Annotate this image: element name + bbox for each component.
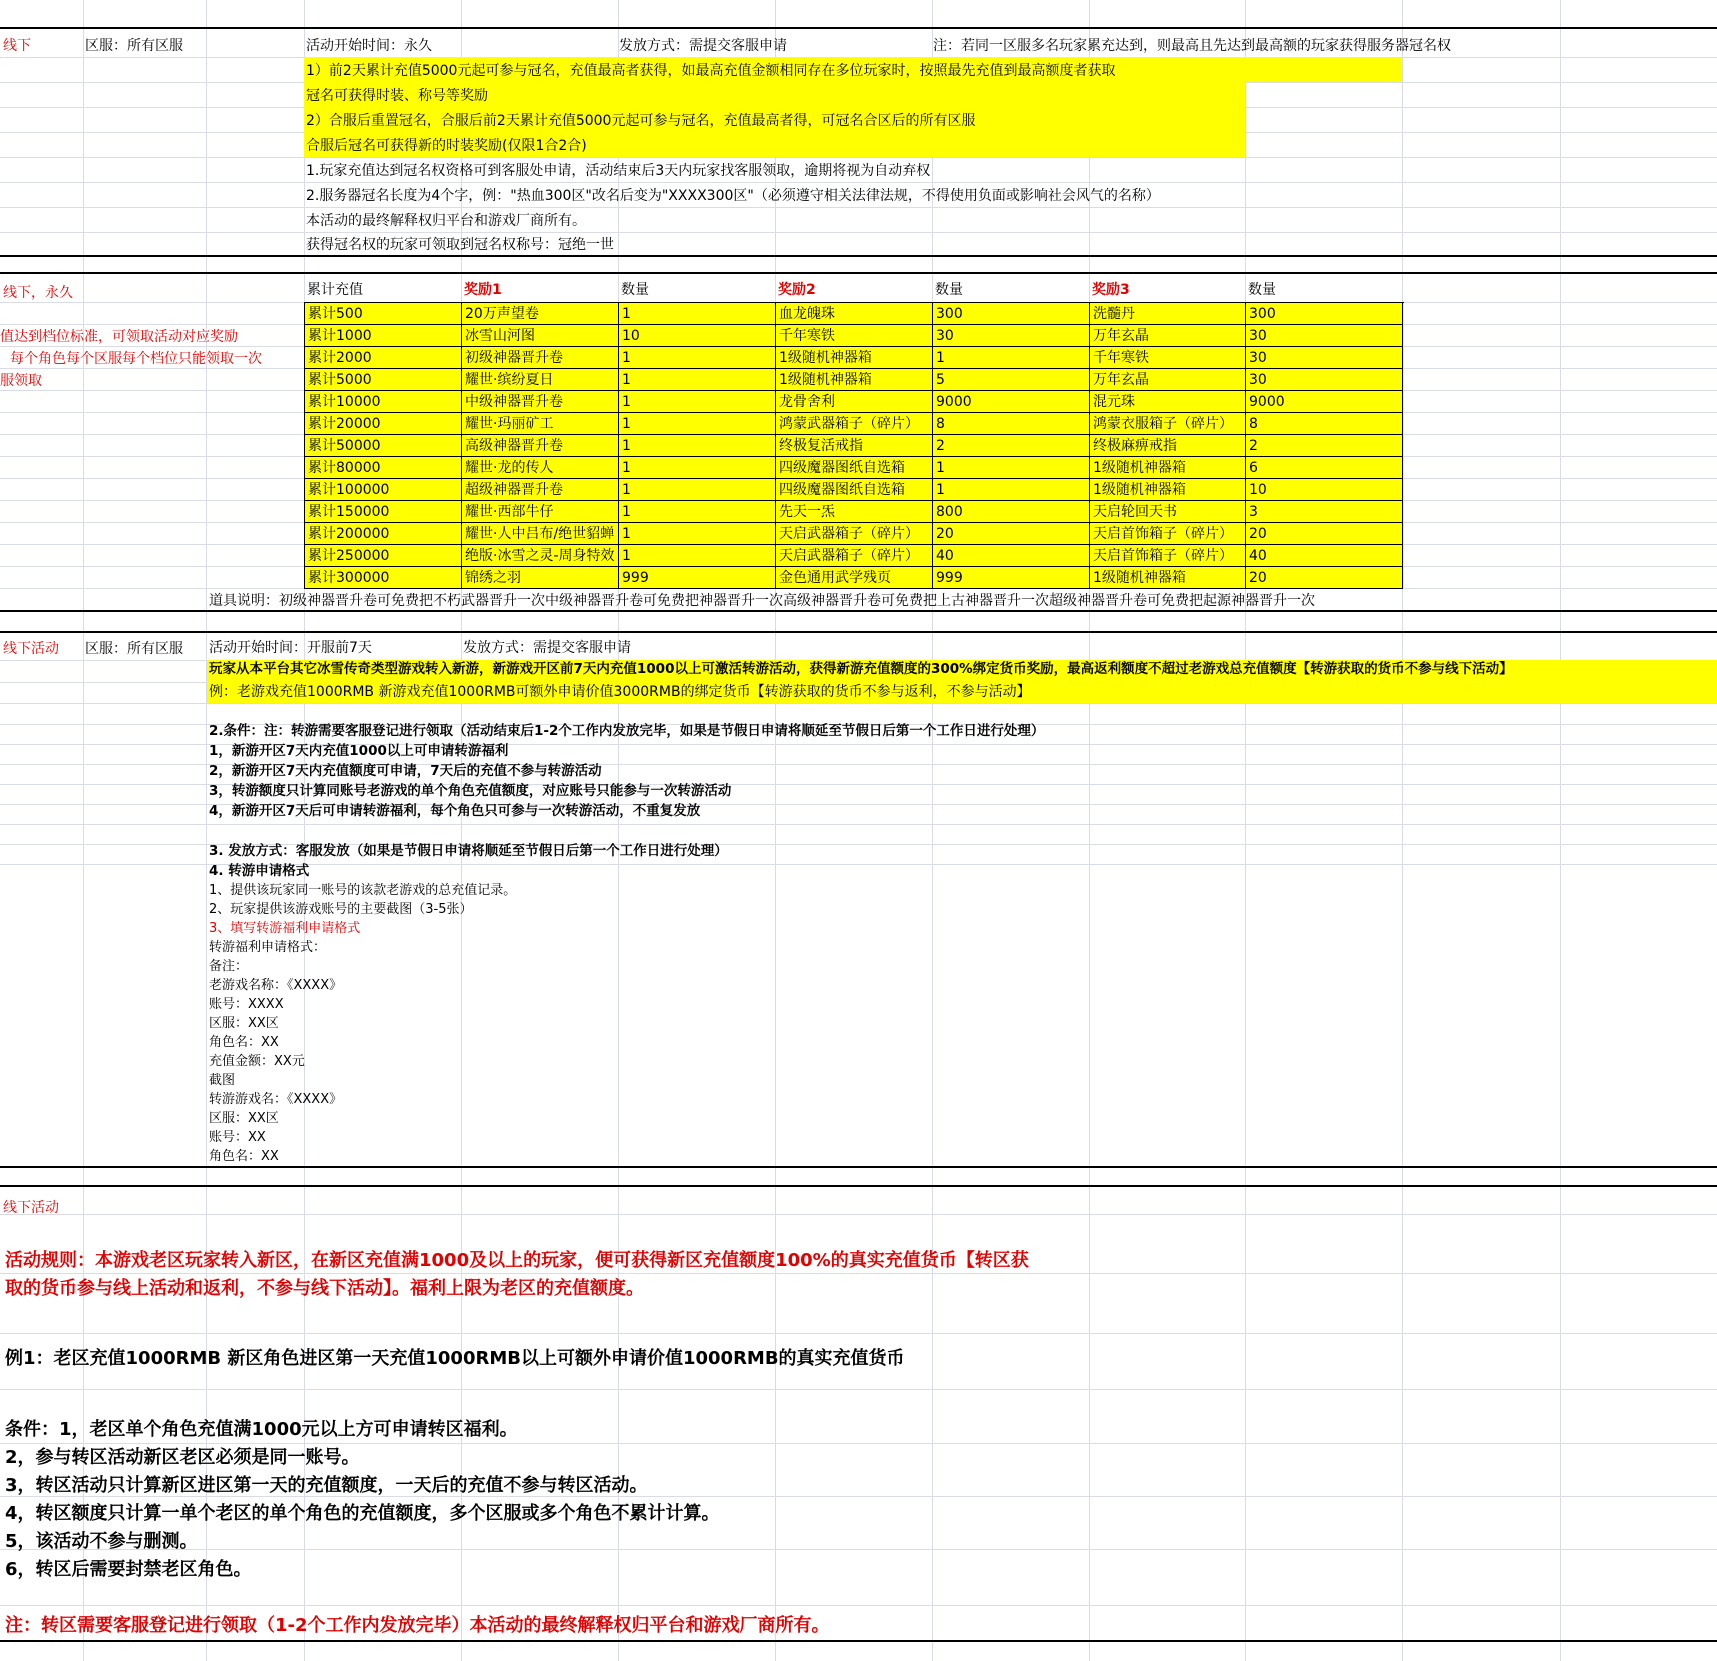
reward-cell: 5 bbox=[933, 369, 1090, 391]
reward-cell: 1 bbox=[619, 479, 776, 501]
reward-cell: 9000 bbox=[933, 391, 1090, 413]
s3-cond-2: 2，新游开区7天内充值额度可申请，7天后的充值不参与转游活动 bbox=[209, 763, 602, 779]
grid-column-line bbox=[304, 0, 305, 1661]
reward-header-2: 数量 bbox=[621, 282, 649, 298]
s1-rule-2: 冠名可获得时装、称号等奖励 bbox=[306, 88, 488, 104]
reward-cell: 耀世·西部牛仔 bbox=[462, 501, 619, 523]
reward-cell: 四级魔器图纸自选箱 bbox=[776, 479, 933, 501]
reward-cell: 1 bbox=[619, 545, 776, 567]
grid-column-line bbox=[1245, 0, 1246, 1661]
grid-column-line bbox=[618, 0, 619, 1661]
reward-header-1: 奖励1 bbox=[464, 282, 502, 298]
reward-cell: 超级神器晋升卷 bbox=[462, 479, 619, 501]
reward-cell: 鸿蒙衣服箱子（碎片） bbox=[1090, 413, 1246, 435]
reward-cell: 8 bbox=[933, 413, 1090, 435]
reward-cell: 10 bbox=[619, 325, 776, 347]
apply-line: 区服：XX区 bbox=[209, 1016, 279, 1031]
reward-cell: 800 bbox=[933, 501, 1090, 523]
apply-line: 账号：XXXX bbox=[209, 997, 284, 1012]
s4-rule-line-2: 取的货币参与线上活动和返利，不参与线下活动】。福利上限为老区的充值额度。 bbox=[5, 1278, 644, 1299]
s1-rule-4: 合服后冠名可获得新的时装奖励(仅限1合2合) bbox=[306, 138, 587, 154]
grid-row-line bbox=[0, 1389, 1717, 1390]
reward-cell: 20 bbox=[1246, 567, 1403, 589]
s4-example: 例1：老区充值1000RMB 新区角色进区第一天充值1000RMB以上可额外申请价值1000RMB的真实充值货币 bbox=[5, 1348, 905, 1369]
s3-cond-1: 1，新游开区7天内充值1000以上可申请转游福利 bbox=[209, 743, 509, 759]
reward-cell: 20 bbox=[1246, 523, 1403, 545]
reward-cell: 累计300000 bbox=[305, 567, 462, 589]
section1-tag: 线下 bbox=[3, 38, 31, 54]
reward-cell: 四级魔器图纸自选箱 bbox=[776, 457, 933, 479]
reward-cell: 1 bbox=[619, 347, 776, 369]
reward-cell: 1 bbox=[619, 391, 776, 413]
reward-cell: 300 bbox=[933, 303, 1090, 325]
reward-cell: 30 bbox=[1246, 325, 1403, 347]
grid-row-line bbox=[0, 232, 1717, 233]
s2-side-note-1: 值达到档位标准，可领取活动对应奖励 bbox=[0, 329, 238, 345]
reward-cell: 先天一炁 bbox=[776, 501, 933, 523]
section1-note: 注：若同一区服多名玩家累充达到，则最高且先达到最高额的玩家获得服务器冠名权 bbox=[933, 38, 1451, 54]
reward-cell: 2 bbox=[933, 435, 1090, 457]
reward-cell: 累计80000 bbox=[305, 457, 462, 479]
s2-side-note-2: 每个角色每个区服每个档位只能领取一次 bbox=[10, 351, 262, 367]
s1-rule-8: 获得冠名权的玩家可领取到冠名权称号：冠绝一世 bbox=[306, 237, 614, 253]
reward-cell: 6 bbox=[1246, 457, 1403, 479]
grid-row-line bbox=[0, 1605, 1717, 1606]
reward-cell: 累计1000 bbox=[305, 325, 462, 347]
grid-column-line bbox=[206, 0, 207, 1661]
reward-cell: 天启武器箱子（碎片） bbox=[776, 523, 933, 545]
section3-method: 发放方式：需提交客服申请 bbox=[463, 640, 631, 656]
reward-cell: 高级神器晋升卷 bbox=[462, 435, 619, 457]
reward-cell: 冰雪山河图 bbox=[462, 325, 619, 347]
reward-cell: 累计20000 bbox=[305, 413, 462, 435]
apply-line: 截图 bbox=[209, 1073, 236, 1088]
grid-column-line bbox=[1089, 0, 1090, 1661]
s4-cond-6: 6，转区后需要封禁老区角色。 bbox=[5, 1559, 252, 1580]
reward-header-4: 数量 bbox=[935, 282, 963, 298]
grid-row-line bbox=[0, 182, 1717, 183]
grid-row-line bbox=[0, 1549, 1717, 1550]
reward-cell: 1 bbox=[619, 523, 776, 545]
reward-cell: 天启首饰箱子（碎片） bbox=[1090, 523, 1246, 545]
reward-table bbox=[304, 302, 1404, 589]
reward-cell: 万年玄晶 bbox=[1090, 325, 1246, 347]
reward-cell: 锦绣之羽 bbox=[462, 567, 619, 589]
s1-rule-6: 2.服务器冠名长度为4个字，例："热血300区"改名后变为"XXXX300区"（必须遵守相关法律法规，不得使用负面或影响社会风气的名称） bbox=[306, 188, 1160, 204]
reward-cell: 终极复活戒指 bbox=[776, 435, 933, 457]
s4-cond-5: 5，该活动不参与删测。 bbox=[5, 1531, 198, 1552]
s3-cond-3: 3，转游额度只计算同账号老游戏的单个角色充值额度，对应账号只能参与一次转游活动 bbox=[209, 783, 732, 799]
reward-cell: 天启轮回天书 bbox=[1090, 501, 1246, 523]
reward-cell: 耀世·缤纷夏日 bbox=[462, 369, 619, 391]
grid-row-line bbox=[0, 1333, 1717, 1334]
reward-cell: 30 bbox=[933, 325, 1090, 347]
section1-server: 区服：所有区服 bbox=[85, 38, 183, 54]
reward-cell: 1 bbox=[619, 501, 776, 523]
reward-cell: 累计50000 bbox=[305, 435, 462, 457]
grid-column-line bbox=[83, 0, 84, 1661]
reward-cell: 1级随机神器箱 bbox=[1090, 479, 1246, 501]
apply-line: 角色名：XX bbox=[209, 1149, 279, 1164]
grid-column-line bbox=[775, 0, 776, 1661]
section3-start: 活动开始时间：开服前7天 bbox=[209, 640, 372, 656]
reward-cell: 9000 bbox=[1246, 391, 1403, 413]
reward-cell: 1 bbox=[619, 435, 776, 457]
reward-cell: 耀世·龙的传人 bbox=[462, 457, 619, 479]
grid-row-line bbox=[0, 207, 1717, 208]
section1-start: 活动开始时间：永久 bbox=[306, 38, 432, 54]
s3-highlight-2: 例：老游戏充值1000RMB 新游戏充值1000RMB可额外申请价值3000RMB的绑定货币【转游获取的货币不参与返利，不参与活动】 bbox=[209, 684, 1031, 700]
reward-cell: 血龙魄珠 bbox=[776, 303, 933, 325]
reward-cell: 1 bbox=[619, 369, 776, 391]
reward-cell: 累计150000 bbox=[305, 501, 462, 523]
reward-cell: 300 bbox=[1246, 303, 1403, 325]
reward-cell: 天启首饰箱子（碎片） bbox=[1090, 545, 1246, 567]
reward-cell: 洗髓丹 bbox=[1090, 303, 1246, 325]
s3-issue: 3. 发放方式：客服发放（如果是节假日申请将顺延至节假日后第一个工作日进行处理） bbox=[209, 843, 728, 859]
reward-cell: 累计250000 bbox=[305, 545, 462, 567]
apply-line: 1、提供该玩家同一账号的该款老游戏的总充值记录。 bbox=[209, 883, 517, 898]
reward-cell: 999 bbox=[619, 567, 776, 589]
reward-cell: 999 bbox=[933, 567, 1090, 589]
reward-cell: 20万声望卷 bbox=[462, 303, 619, 325]
s4-rule-line-1: 活动规则：本游戏老区玩家转入新区，在新区充值满1000及以上的玩家，便可获得新区充值额度100%的真实充值货币【转区获 bbox=[5, 1250, 1029, 1271]
apply-line: 账号：XX bbox=[209, 1130, 266, 1145]
apply-line: 备注： bbox=[209, 959, 249, 974]
item-explanation: 道具说明：初级神器晋升卷可免费把不朽武器晋升一次中级神器晋升卷可免费把神器晋升一次高级神器晋升卷可免费把上古神器晋升一次超级神器晋升卷可免费把起源神器晋升一次 bbox=[209, 593, 1315, 609]
reward-cell: 累计2000 bbox=[305, 347, 462, 369]
reward-cell: 终极麻痹戒指 bbox=[1090, 435, 1246, 457]
grid-row-line bbox=[0, 824, 1717, 825]
reward-cell: 30 bbox=[1246, 369, 1403, 391]
reward-cell: 累计200000 bbox=[305, 523, 462, 545]
reward-cell: 千年寒铁 bbox=[1090, 347, 1246, 369]
grid-row-line bbox=[0, 157, 1717, 158]
grid-column-line bbox=[1560, 0, 1561, 1661]
reward-cell: 1级随机神器箱 bbox=[776, 347, 933, 369]
section2-tag: 线下，永久 bbox=[3, 285, 73, 301]
reward-cell: 千年寒铁 bbox=[776, 325, 933, 347]
s4-cond-1: 条件：1，老区单个角色充值满1000元以上方可申请转区福利。 bbox=[5, 1419, 518, 1440]
reward-cell: 1 bbox=[619, 457, 776, 479]
reward-header-0: 累计充值 bbox=[307, 282, 363, 298]
section3-server: 区服：所有区服 bbox=[85, 641, 183, 657]
reward-header-3: 奖励2 bbox=[778, 282, 816, 298]
grid-row-line bbox=[0, 703, 1717, 704]
s3-cond-title: 2.条件：注：转游需要客服登记进行领取（活动结束后1-2个工作内发放完毕，如果是节假日申请将顺延至节假日后第一个工作日进行处理） bbox=[209, 723, 1045, 739]
reward-cell: 绝版·冰雪之灵-周身特效 bbox=[462, 545, 619, 567]
reward-cell: 耀世·玛丽矿工 bbox=[462, 413, 619, 435]
reward-cell: 40 bbox=[1246, 545, 1403, 567]
grid-row-line bbox=[0, 1443, 1717, 1444]
reward-cell: 万年玄晶 bbox=[1090, 369, 1246, 391]
reward-cell: 1 bbox=[619, 303, 776, 325]
reward-cell: 30 bbox=[1246, 347, 1403, 369]
grid-column-line bbox=[932, 0, 933, 1661]
reward-cell: 1 bbox=[619, 413, 776, 435]
reward-cell: 金色通用武学残页 bbox=[776, 567, 933, 589]
reward-cell: 20 bbox=[933, 523, 1090, 545]
reward-cell: 10 bbox=[1246, 479, 1403, 501]
reward-cell: 初级神器晋升卷 bbox=[462, 347, 619, 369]
s1-rule-5: 1.玩家充值达到冠名权资格可到客服处申请，活动结束后3天内玩家找客服领取，逾期将视为自动弃权 bbox=[306, 163, 931, 179]
s1-rule-1: 1）前2天累计充值5000元起可参与冠名，充值最高者获得，如最高充值金额相同存在多位玩家时，按照最先充值到最高额度者获取 bbox=[306, 63, 1116, 79]
grid-row-line bbox=[0, 1273, 1717, 1274]
section1-method: 发放方式：需提交客服申请 bbox=[619, 38, 787, 54]
s4-cond-4: 4，转区额度只计算一单个老区的单个角色的充值额度，多个区服或多个角色不累计计算。 bbox=[5, 1503, 720, 1524]
reward-cell: 1级随机神器箱 bbox=[776, 369, 933, 391]
reward-cell: 龙骨舍利 bbox=[776, 391, 933, 413]
reward-header-6: 数量 bbox=[1248, 282, 1276, 298]
apply-line: 区服：XX区 bbox=[209, 1111, 279, 1126]
reward-cell: 1 bbox=[933, 457, 1090, 479]
reward-cell: 中级神器晋升卷 bbox=[462, 391, 619, 413]
reward-cell: 鸿蒙武器箱子（碎片） bbox=[776, 413, 933, 435]
apply-line: 角色名：XX bbox=[209, 1035, 279, 1050]
reward-cell: 1 bbox=[933, 347, 1090, 369]
reward-cell: 耀世·人中吕布/绝世貂蝉 bbox=[462, 523, 619, 545]
reward-cell: 1级随机神器箱 bbox=[1090, 457, 1246, 479]
section4-tag: 线下活动 bbox=[3, 1200, 59, 1216]
s4-cond-3: 3，转区活动只计算新区进区第一天的充值额度，一天后的充值不参与转区活动。 bbox=[5, 1475, 648, 1496]
apply-line: 转游游戏名：《XXXX》 bbox=[209, 1092, 343, 1107]
grid-row-line bbox=[0, 1214, 1717, 1215]
section3-tag: 线下活动 bbox=[3, 641, 59, 657]
s4-cond-2: 2，参与转区活动新区老区必须是同一账号。 bbox=[5, 1447, 360, 1468]
reward-cell: 2 bbox=[1246, 435, 1403, 457]
s1-rule-7: 本活动的最终解释权归平台和游戏厂商所有。 bbox=[306, 213, 586, 229]
reward-cell: 累计500 bbox=[305, 303, 462, 325]
apply-line: 老游戏名称：《XXXX》 bbox=[209, 978, 343, 993]
s2-side-note-3: 服领取 bbox=[0, 373, 42, 389]
s3-apply-title: 4. 转游申请格式 bbox=[209, 863, 310, 879]
grid-column-line bbox=[1402, 0, 1403, 1661]
reward-cell: 1 bbox=[933, 479, 1090, 501]
reward-header-5: 奖励3 bbox=[1092, 282, 1130, 298]
reward-cell: 混元珠 bbox=[1090, 391, 1246, 413]
apply-line: 转游福利申请格式： bbox=[209, 940, 327, 955]
reward-cell: 累计10000 bbox=[305, 391, 462, 413]
reward-cell: 1级随机神器箱 bbox=[1090, 567, 1246, 589]
apply-line: 2、玩家提供该游戏账号的主要截图（3-5张） bbox=[209, 902, 473, 917]
s3-highlight-1: 玩家从本平台其它冰雪传奇类型游戏转入新游，新游戏开区前7天内充值1000以上可激活转游活动，获得新游充值额度的300%绑定货币奖励，最高返利额度不超过老游戏总充值额度【转游获取的货币不参与线下活动】 bbox=[209, 661, 1513, 677]
grid-row-line bbox=[0, 1496, 1717, 1497]
s1-rule-3: 2）合服后重置冠名，合服后前2天累计充值5000元起可参与冠名，充值最高者得，可冠名合区后的所有区服 bbox=[306, 113, 976, 129]
reward-cell: 40 bbox=[933, 545, 1090, 567]
apply-line: 3、填写转游福利申请格式 bbox=[209, 921, 361, 936]
reward-cell: 8 bbox=[1246, 413, 1403, 435]
reward-cell: 累计5000 bbox=[305, 369, 462, 391]
reward-cell: 天启武器箱子（碎片） bbox=[776, 545, 933, 567]
reward-cell: 3 bbox=[1246, 501, 1403, 523]
apply-line: 充值金额：XX元 bbox=[209, 1054, 305, 1069]
s3-cond-4: 4，新游开区7天后可申请转游福利，每个角色只可参与一次转游活动，不重复发放 bbox=[209, 803, 701, 819]
s4-footer-note: 注：转区需要客服登记进行领取（1-2个工作内发放完毕）本活动的最终解释权归平台和游戏厂商所有。 bbox=[5, 1615, 830, 1636]
reward-cell: 累计100000 bbox=[305, 479, 462, 501]
